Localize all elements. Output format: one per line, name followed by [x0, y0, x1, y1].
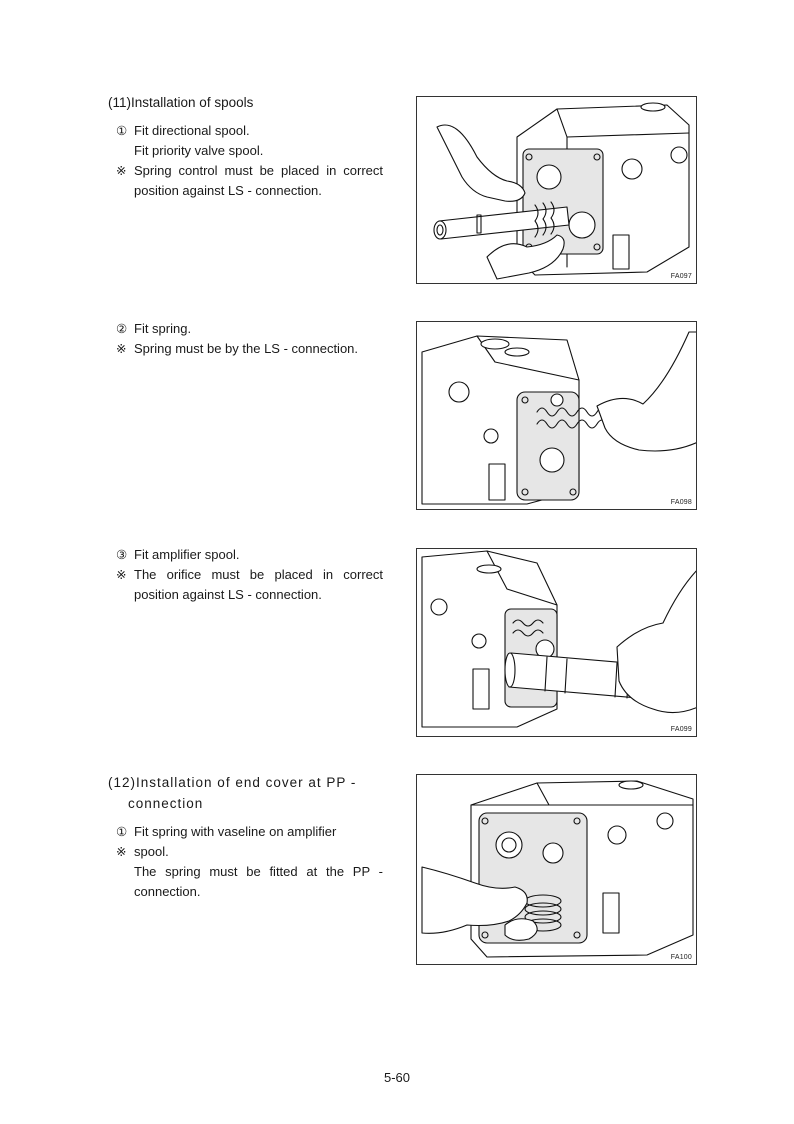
section-number: (11) [108, 95, 132, 110]
figure-code: FA099 [670, 726, 692, 733]
step-mark: ① [116, 825, 128, 839]
note-mark: ※ [116, 342, 127, 356]
section-title-continuation: connection [128, 796, 204, 811]
step-row [108, 121, 383, 141]
note-row [108, 339, 383, 359]
page-number: 5-60 [383, 1070, 411, 1085]
note-mark: ※ [116, 164, 127, 178]
step-text: Fit spring with vaseline on amplifier [134, 824, 337, 839]
figure-code: FA097 [670, 273, 692, 280]
end-cover-spring-illustration-icon [417, 775, 697, 965]
section-heading [108, 92, 383, 113]
step-mark: ③ [116, 548, 128, 562]
directional-spool-illustration-icon [417, 97, 697, 284]
step-text: Fit spring. [134, 321, 192, 336]
note-text: The orifice must be placed in correct position against LS - connection. [134, 567, 383, 602]
figure-fa099 [416, 548, 697, 737]
step-mark: ① [116, 124, 128, 138]
section-title: Installation of end cover at PP - [136, 775, 357, 790]
step-text: Fit amplifier spool. [134, 547, 240, 562]
section-number: (12) [108, 775, 137, 790]
step-text: Fit priority valve spool. [134, 143, 264, 158]
amplifier-spool-illustration-icon [417, 549, 697, 737]
note-row [108, 565, 383, 605]
note-row [108, 161, 383, 201]
section-title: Installation of spools [131, 95, 254, 110]
figure-fa100 [416, 774, 697, 965]
figure-fa098 [416, 321, 697, 510]
note-text: Spring control must be placed in correct position against LS - connection. [134, 163, 383, 198]
note-text: spool. [134, 844, 169, 859]
figure-fa097 [416, 96, 697, 284]
step-row [108, 141, 383, 161]
step-block-2 [108, 319, 383, 359]
figure-code: FA100 [670, 954, 692, 961]
step-mark: ② [116, 322, 128, 336]
step-mark [108, 141, 134, 161]
step-row [108, 822, 383, 842]
spring-illustration-icon [417, 322, 697, 510]
note-mark: ※ [116, 845, 127, 859]
section-heading [108, 772, 383, 814]
note-text: Spring must be by the LS - connection. [134, 341, 359, 356]
step-block-3 [108, 545, 383, 605]
note-mark: ※ [116, 568, 127, 582]
step-row [108, 319, 383, 339]
section-11 [108, 92, 383, 201]
step-mark [108, 862, 134, 902]
note-row [108, 842, 383, 862]
step-text: Fit directional spool. [134, 123, 250, 138]
figure-code: FA098 [670, 499, 692, 506]
section-12 [108, 772, 383, 902]
step-row [108, 862, 383, 902]
step-text: The spring must be fitted at the PP - connection. [134, 864, 383, 899]
step-row [108, 545, 383, 565]
